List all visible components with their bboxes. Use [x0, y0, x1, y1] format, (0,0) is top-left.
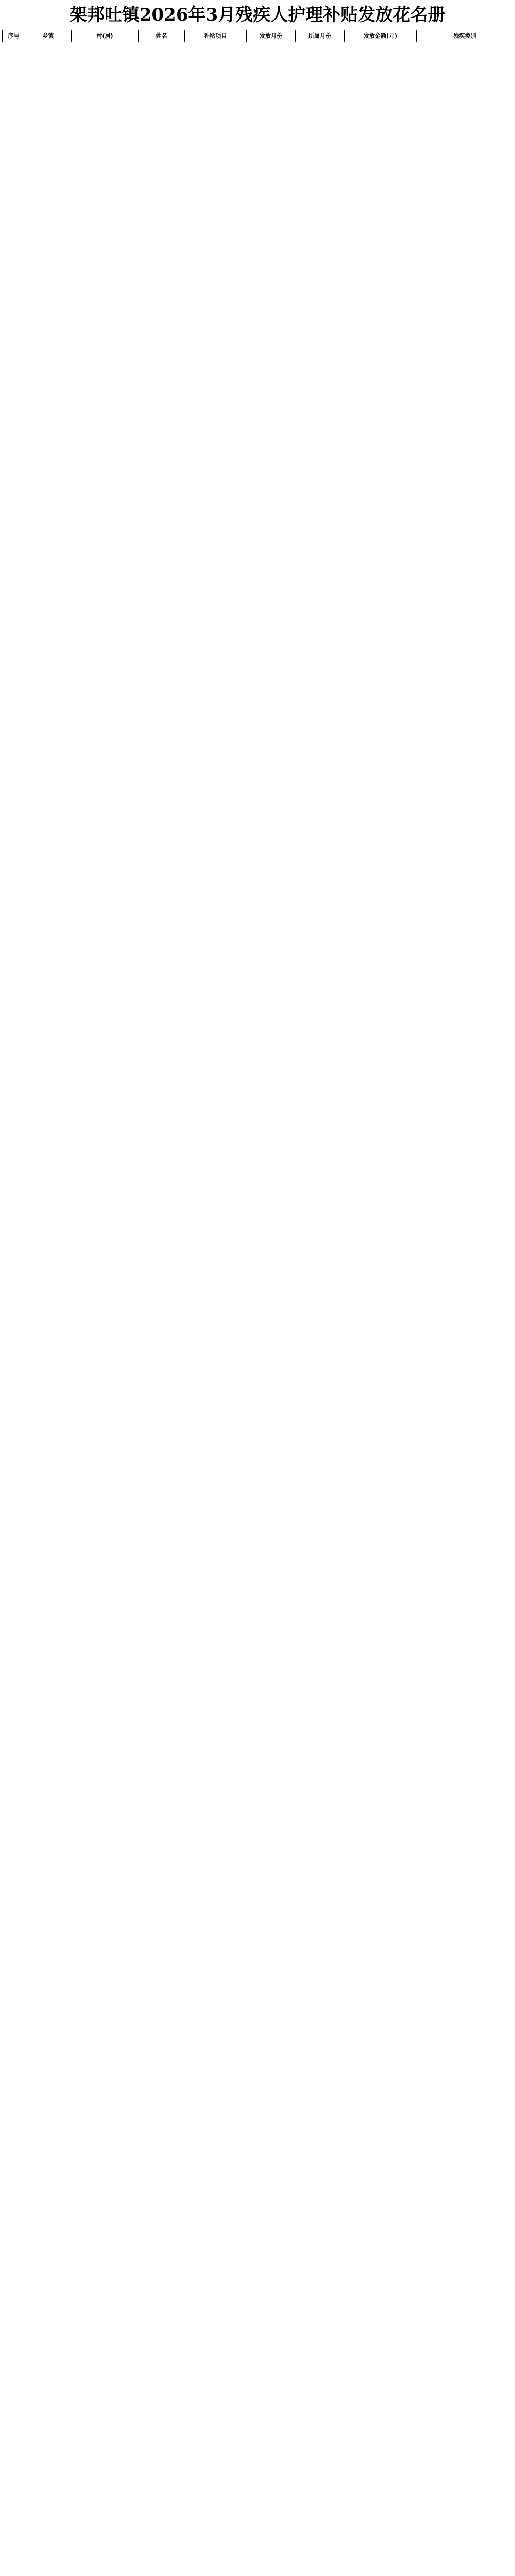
column-header-subsidy-item: 补贴项目	[185, 30, 247, 42]
document-sheet	[0, 0, 515, 47]
column-header-name: 姓名	[139, 30, 185, 42]
column-header-village: 村(居)	[72, 30, 139, 42]
column-header-disability-type: 残疾类别	[417, 30, 513, 42]
roster-table	[2, 30, 513, 42]
document-title: 架邦吐镇2026年3月残疾人护理补贴发放花名册	[69, 5, 446, 25]
table-header-row	[3, 30, 513, 42]
column-header-issue-month: 发放月份	[247, 30, 296, 42]
column-header-town: 乡镇	[25, 30, 72, 42]
column-header-seq: 序号	[3, 30, 25, 42]
column-header-amount: 发放金额(元)	[345, 30, 417, 42]
column-header-belong-month: 所属月份	[296, 30, 345, 42]
